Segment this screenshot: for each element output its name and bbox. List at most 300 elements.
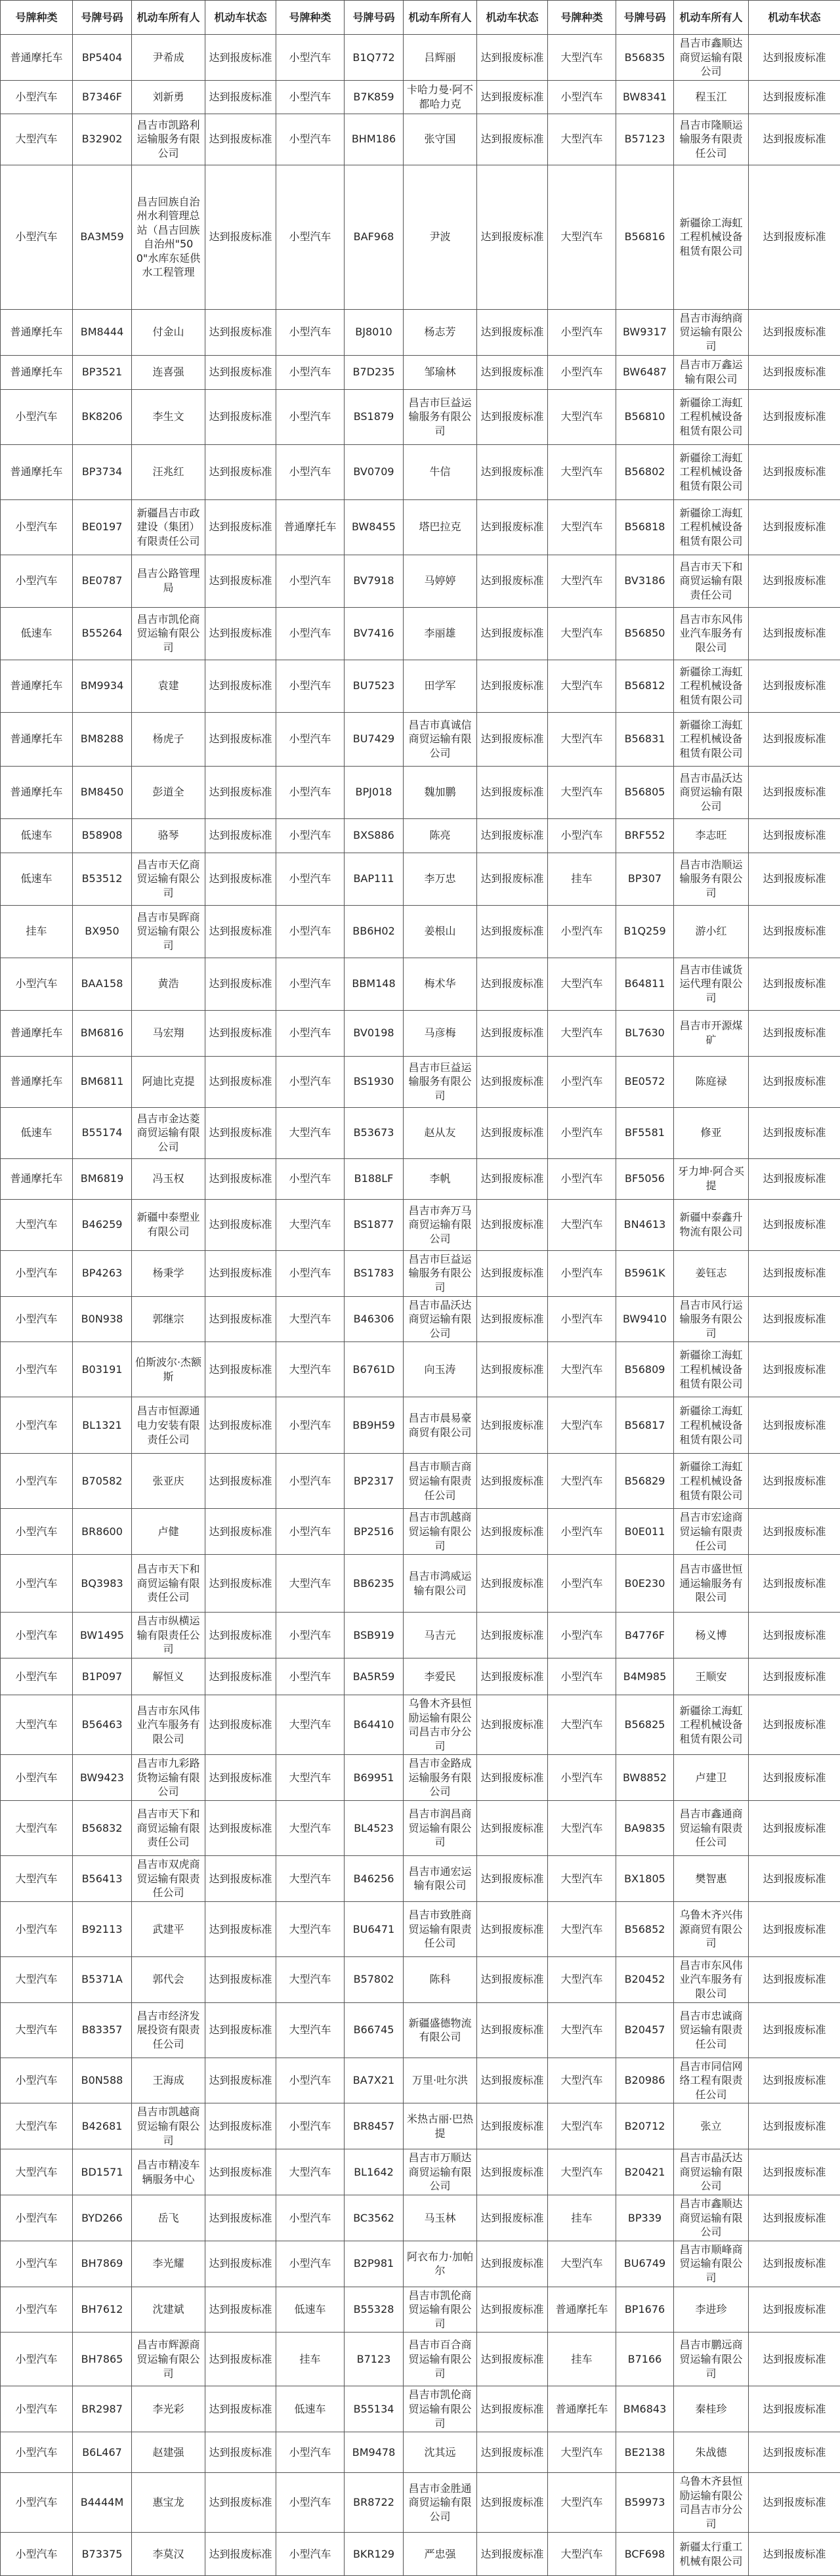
cell-status-1: 达到报废标准 (205, 766, 276, 818)
cell-plate-type-3: 大型汽车 (548, 2149, 616, 2195)
cell-plate-number-1: BW1495 (73, 1613, 132, 1658)
cell-plate-type-3: 小型汽车 (548, 1107, 616, 1158)
table-row (1, 1695, 840, 1754)
cell-owner-1: 昌吉市凯路利运输服务有限公司 (132, 114, 205, 165)
cell-plate-number-2: B66745 (345, 2002, 404, 2058)
cell-plate-type-2: 小型汽车 (276, 958, 345, 1010)
cell-plate-number-1: BM6816 (73, 1010, 132, 1056)
cell-plate-type-2: 挂车 (276, 2333, 345, 2386)
cell-owner-3: 游小红 (674, 905, 749, 958)
cell-plate-type-3: 小型汽车 (548, 818, 616, 853)
cell-plate-type-3: 大型汽车 (548, 389, 616, 444)
cell-plate-type-2: 低速车 (276, 2287, 345, 2333)
cell-owner-1: 杨虎子 (132, 712, 205, 766)
cell-plate-number-2: BAF968 (345, 165, 404, 309)
cell-plate-type-3: 小型汽车 (548, 1509, 616, 1555)
header-owner-3: 机动车所有人 (674, 1, 749, 35)
cell-plate-number-2: BV0709 (345, 444, 404, 499)
table-row (1, 2241, 840, 2287)
cell-plate-type-1: 小型汽车 (1, 2333, 73, 2386)
header-plate-type-1: 号牌种类 (1, 1, 73, 35)
cell-status-3: 达到报废标准 (749, 1342, 840, 1397)
cell-status-1: 达到报废标准 (205, 1509, 276, 1555)
cell-plate-number-3: BRF552 (616, 818, 674, 853)
cell-status-1: 达到报废标准 (205, 712, 276, 766)
cell-plate-type-3: 大型汽车 (548, 1856, 616, 1902)
cell-plate-number-2: BL4523 (345, 1801, 404, 1856)
cell-plate-type-1: 小型汽车 (1, 2241, 73, 2287)
cell-plate-number-1: BM6811 (73, 1056, 132, 1107)
cell-plate-number-1: BP5404 (73, 35, 132, 81)
cell-plate-number-3: B20986 (616, 2058, 674, 2103)
cell-plate-type-2: 小型汽车 (276, 660, 345, 712)
table-row (1, 1509, 840, 1555)
cell-plate-number-3: B20712 (616, 2103, 674, 2149)
cell-status-2: 达到报废标准 (477, 2058, 548, 2103)
table-row (1, 2195, 840, 2241)
cell-status-2: 达到报废标准 (477, 1555, 548, 1613)
cell-status-3: 达到报废标准 (749, 1613, 840, 1658)
cell-plate-type-2: 小型汽车 (276, 1658, 345, 1695)
cell-plate-number-2: BS1877 (345, 1199, 404, 1250)
cell-status-1: 达到报废标准 (205, 1296, 276, 1342)
cell-owner-2: 李爱民 (404, 1658, 477, 1695)
cell-owner-2: 李帆 (404, 1158, 477, 1199)
cell-plate-number-3: B56825 (616, 1695, 674, 1754)
cell-owner-3: 昌吉市开源煤矿 (674, 1010, 749, 1056)
cell-plate-number-3: B1Q259 (616, 905, 674, 958)
cell-plate-type-2: 小型汽车 (276, 1056, 345, 1107)
cell-plate-type-1: 低速车 (1, 818, 73, 853)
cell-status-2: 达到报废标准 (477, 1296, 548, 1342)
cell-owner-3: 新疆徐工海虹工程机械设备租赁有限公司 (674, 444, 749, 499)
cell-status-1: 达到报废标准 (205, 853, 276, 905)
cell-owner-1: 付金山 (132, 309, 205, 355)
cell-status-3: 达到报废标准 (749, 1956, 840, 2002)
cell-status-2: 达到报废标准 (477, 1695, 548, 1754)
cell-plate-number-2: B46256 (345, 1856, 404, 1902)
cell-plate-number-2: BA7X21 (345, 2058, 404, 2103)
cell-plate-number-1: BM8444 (73, 309, 132, 355)
cell-plate-number-1: BH7865 (73, 2333, 132, 2386)
cell-status-2: 达到报废标准 (477, 958, 548, 1010)
cell-owner-3: 卢建卫 (674, 1755, 749, 1801)
cell-plate-type-2: 大型汽车 (276, 1199, 345, 1250)
cell-status-3: 达到报废标准 (749, 766, 840, 818)
cell-plate-type-2: 小型汽车 (276, 853, 345, 905)
cell-owner-2: 魏加鹏 (404, 766, 477, 818)
cell-plate-type-3: 大型汽车 (548, 1010, 616, 1056)
cell-owner-1: 昌吉市凯越商贸运输有限公司 (132, 2103, 205, 2149)
cell-plate-type-3: 小型汽车 (548, 905, 616, 958)
cell-status-2: 达到报废标准 (477, 1509, 548, 1555)
cell-owner-2: 马婷婷 (404, 555, 477, 607)
cell-status-2: 达到报废标准 (477, 165, 548, 309)
cell-status-3: 达到报废标准 (749, 1856, 840, 1902)
table-row (1, 2103, 840, 2149)
cell-status-1: 达到报废标准 (205, 1250, 276, 1296)
cell-status-1: 达到报废标准 (205, 35, 276, 81)
cell-plate-number-1: B42681 (73, 2103, 132, 2149)
cell-owner-1: 解恒义 (132, 1658, 205, 1695)
cell-status-3: 达到报废标准 (749, 958, 840, 1010)
cell-plate-type-1: 普通摩托车 (1, 444, 73, 499)
cell-status-1: 达到报废标准 (205, 309, 276, 355)
cell-plate-number-3: B56831 (616, 712, 674, 766)
cell-owner-2: 米热古丽·巴热提 (404, 2103, 477, 2149)
cell-owner-2: 昌吉市凯越商贸运输有限公司 (404, 1509, 477, 1555)
cell-status-2: 达到报废标准 (477, 499, 548, 555)
cell-status-2: 达到报废标准 (477, 1342, 548, 1397)
cell-plate-number-1: BD1571 (73, 2149, 132, 2195)
cell-plate-number-1: B7346F (73, 80, 132, 114)
table-row (1, 712, 840, 766)
cell-plate-type-1: 小型汽车 (1, 2533, 73, 2576)
cell-plate-number-2: B2P981 (345, 2241, 404, 2287)
cell-status-1: 达到报废标准 (205, 1695, 276, 1754)
cell-status-2: 达到报废标准 (477, 818, 548, 853)
cell-plate-type-2: 小型汽车 (276, 607, 345, 660)
cell-plate-type-2: 小型汽车 (276, 444, 345, 499)
table-body (1, 35, 840, 2576)
cell-plate-number-3: B0E011 (616, 1509, 674, 1555)
cell-status-1: 达到报废标准 (205, 1555, 276, 1613)
cell-status-1: 达到报废标准 (205, 958, 276, 1010)
cell-status-2: 达到报废标准 (477, 444, 548, 499)
cell-owner-3: 昌吉市宏途商贸运输有限责任公司 (674, 1509, 749, 1555)
cell-plate-number-2: B1Q772 (345, 35, 404, 81)
cell-owner-2: 马彦梅 (404, 1010, 477, 1056)
cell-plate-number-2: B7D235 (345, 355, 404, 389)
cell-plate-type-1: 普通摩托车 (1, 309, 73, 355)
cell-owner-1: 马宏翔 (132, 1010, 205, 1056)
table-row (1, 555, 840, 607)
cell-plate-number-2: B53673 (345, 1107, 404, 1158)
cell-status-2: 达到报废标准 (477, 2432, 548, 2473)
header-owner-2: 机动车所有人 (404, 1, 477, 35)
cell-plate-type-1: 小型汽车 (1, 1901, 73, 1956)
cell-plate-number-3: BF5056 (616, 1158, 674, 1199)
cell-plate-number-3: B7166 (616, 2333, 674, 2386)
table-row (1, 958, 840, 1010)
cell-owner-2: 杨志芳 (404, 309, 477, 355)
cell-owner-1: 昌吉市天下和商贸运输有限责任公司 (132, 1555, 205, 1613)
cell-plate-type-1: 小型汽车 (1, 80, 73, 114)
cell-plate-type-1: 小型汽车 (1, 958, 73, 1010)
cell-plate-number-2: BA5R59 (345, 1658, 404, 1695)
cell-owner-1: 昌吉市东风伟业汽车服务有限公司 (132, 1695, 205, 1754)
cell-status-3: 达到报废标准 (749, 712, 840, 766)
cell-plate-number-1: B4444M (73, 2473, 132, 2533)
cell-owner-1: 新疆中泰塑业有限公司 (132, 1199, 205, 1250)
cell-status-1: 达到报废标准 (205, 1010, 276, 1056)
cell-owner-1: 新疆昌吉市政建设（集团）有限责任公司 (132, 499, 205, 555)
cell-owner-3: 昌吉市晶沃达商贸运输有限公司 (674, 2149, 749, 2195)
cell-status-1: 达到报废标准 (205, 2241, 276, 2287)
header-status-2: 机动车状态 (477, 1, 548, 35)
cell-owner-1: 李生文 (132, 389, 205, 444)
cell-plate-type-1: 低速车 (1, 607, 73, 660)
cell-status-1: 达到报废标准 (205, 1199, 276, 1250)
cell-plate-type-2: 小型汽车 (276, 818, 345, 853)
cell-owner-1: 昌吉市恒源通电力安装有限责任公司 (132, 1397, 205, 1454)
cell-plate-type-2: 小型汽车 (276, 2058, 345, 2103)
cell-owner-3: 陈庭禄 (674, 1056, 749, 1107)
cell-plate-number-3: B4776F (616, 1613, 674, 1658)
cell-owner-2: 田学军 (404, 660, 477, 712)
cell-status-3: 达到报废标准 (749, 499, 840, 555)
cell-status-1: 达到报废标准 (205, 2058, 276, 2103)
cell-status-1: 达到报废标准 (205, 1454, 276, 1509)
cell-owner-2: 马玉林 (404, 2195, 477, 2241)
table-row (1, 1956, 840, 2002)
cell-plate-number-3: B4M985 (616, 1658, 674, 1695)
cell-plate-number-2: B69951 (345, 1755, 404, 1801)
cell-plate-number-2: BKR129 (345, 2533, 404, 2576)
table-row (1, 853, 840, 905)
cell-plate-number-1: B53512 (73, 853, 132, 905)
cell-status-3: 达到报废标准 (749, 555, 840, 607)
cell-plate-number-3: B56812 (616, 660, 674, 712)
cell-plate-type-1: 大型汽车 (1, 2149, 73, 2195)
cell-plate-number-2: BB6H02 (345, 905, 404, 958)
cell-status-2: 达到报废标准 (477, 905, 548, 958)
cell-plate-number-3: B56850 (616, 607, 674, 660)
cell-plate-type-1: 低速车 (1, 1107, 73, 1158)
table-row (1, 607, 840, 660)
cell-plate-type-1: 小型汽车 (1, 1509, 73, 1555)
cell-plate-type-1: 小型汽车 (1, 1250, 73, 1296)
cell-plate-type-3: 小型汽车 (548, 1158, 616, 1199)
cell-owner-2: 阿衣布力·加帕尔 (404, 2241, 477, 2287)
cell-plate-number-3: B56829 (616, 1454, 674, 1509)
cell-owner-1: 伯斯波尔·杰额斯 (132, 1342, 205, 1397)
cell-plate-number-2: BL1642 (345, 2149, 404, 2195)
cell-plate-number-2: B7K859 (345, 80, 404, 114)
cell-status-1: 达到报废标准 (205, 1801, 276, 1856)
cell-plate-type-3: 大型汽车 (548, 712, 616, 766)
cell-plate-number-1: B58908 (73, 818, 132, 853)
cell-owner-2: 严忠强 (404, 2533, 477, 2576)
cell-owner-3: 昌吉市东风伟业汽车服务有限公司 (674, 607, 749, 660)
cell-owner-3: 姜钰志 (674, 1250, 749, 1296)
cell-plate-type-2: 大型汽车 (276, 1107, 345, 1158)
cell-owner-1: 郭继宗 (132, 1296, 205, 1342)
cell-owner-1: 惠宝龙 (132, 2473, 205, 2533)
cell-status-3: 达到报废标准 (749, 114, 840, 165)
cell-plate-number-3: B56818 (616, 499, 674, 555)
cell-plate-type-2: 大型汽车 (276, 2002, 345, 2058)
cell-status-3: 达到报废标准 (749, 2533, 840, 2576)
cell-owner-1: 昌吉市金达菱商贸运输有限公司 (132, 1107, 205, 1158)
cell-plate-type-1: 普通摩托车 (1, 35, 73, 81)
table-row (1, 2058, 840, 2103)
cell-owner-3: 昌吉市万鑫运输有限公司 (674, 355, 749, 389)
cell-status-1: 达到报废标准 (205, 1755, 276, 1801)
cell-status-2: 达到报废标准 (477, 1107, 548, 1158)
cell-status-2: 达到报废标准 (477, 607, 548, 660)
table-row (1, 165, 840, 309)
table-row (1, 2002, 840, 2058)
cell-plate-type-1: 普通摩托车 (1, 712, 73, 766)
cell-plate-number-3: BX1805 (616, 1856, 674, 1902)
cell-owner-1: 李光耀 (132, 2241, 205, 2287)
cell-plate-type-2: 小型汽车 (276, 35, 345, 81)
cell-plate-type-3: 小型汽车 (548, 1613, 616, 1658)
cell-owner-3: 昌吉市鑫顺达商贸运输有限公司 (674, 35, 749, 81)
cell-plate-number-3: B0E230 (616, 1555, 674, 1613)
cell-plate-number-1: B83357 (73, 2002, 132, 2058)
cell-plate-type-3: 小型汽车 (548, 80, 616, 114)
cell-plate-type-3: 挂车 (548, 2333, 616, 2386)
cell-plate-number-1: BAA158 (73, 958, 132, 1010)
cell-plate-type-1: 挂车 (1, 905, 73, 958)
cell-plate-number-1: B92113 (73, 1901, 132, 1956)
cell-plate-type-2: 普通摩托车 (276, 499, 345, 555)
cell-plate-number-1: BE0787 (73, 555, 132, 607)
table-row (1, 2386, 840, 2432)
cell-plate-type-3: 小型汽车 (548, 1658, 616, 1695)
cell-owner-2: 姜根山 (404, 905, 477, 958)
cell-plate-number-2: BC3562 (345, 2195, 404, 2241)
cell-plate-number-2: B6761D (345, 1342, 404, 1397)
cell-status-3: 达到报废标准 (749, 607, 840, 660)
cell-plate-number-2: BU6471 (345, 1901, 404, 1956)
cell-status-1: 达到报废标准 (205, 2333, 276, 2386)
cell-owner-3: 樊智惠 (674, 1856, 749, 1902)
cell-status-2: 达到报废标准 (477, 2287, 548, 2333)
cell-status-3: 达到报废标准 (749, 35, 840, 81)
cell-owner-3: 昌吉市忠诚商贸运输有限责任公司 (674, 2002, 749, 2058)
cell-status-1: 达到报废标准 (205, 2533, 276, 2576)
cell-owner-1: 冯玉权 (132, 1158, 205, 1199)
cell-plate-number-3: B20421 (616, 2149, 674, 2195)
cell-plate-number-1: B56832 (73, 1801, 132, 1856)
cell-plate-number-1: B1P097 (73, 1658, 132, 1695)
cell-plate-number-2: BAP111 (345, 853, 404, 905)
cell-plate-number-2: BU7523 (345, 660, 404, 712)
cell-status-3: 达到报废标准 (749, 2149, 840, 2195)
cell-plate-number-3: BP307 (616, 853, 674, 905)
cell-plate-type-1: 小型汽车 (1, 1296, 73, 1342)
cell-status-2: 达到报废标准 (477, 389, 548, 444)
cell-status-1: 达到报废标准 (205, 1158, 276, 1199)
cell-owner-1: 阿迪比克提 (132, 1056, 205, 1107)
cell-owner-1: 汪兆红 (132, 444, 205, 499)
cell-status-2: 达到报废标准 (477, 1901, 548, 1956)
cell-owner-3: 昌吉市东风伟业汽车服务有限公司 (674, 1956, 749, 2002)
cell-plate-number-1: BYD266 (73, 2195, 132, 2241)
cell-plate-type-2: 大型汽车 (276, 1956, 345, 2002)
cell-status-3: 达到报废标准 (749, 2432, 840, 2473)
cell-owner-3: 张立 (674, 2103, 749, 2149)
cell-plate-number-1: B56413 (73, 1856, 132, 1902)
cell-plate-type-3: 大型汽车 (548, 555, 616, 607)
cell-status-1: 达到报废标准 (205, 1397, 276, 1454)
cell-status-3: 达到报废标准 (749, 818, 840, 853)
cell-owner-2: 吕辉丽 (404, 35, 477, 81)
cell-owner-1: 李莫汉 (132, 2533, 205, 2576)
cell-owner-2: 沈其远 (404, 2432, 477, 2473)
cell-owner-1: 赵建强 (132, 2432, 205, 2473)
cell-owner-2: 昌吉市巨益运输服务有限公司 (404, 1056, 477, 1107)
cell-status-3: 达到报废标准 (749, 1509, 840, 1555)
cell-plate-number-1: B46259 (73, 1199, 132, 1250)
cell-plate-number-3: BP339 (616, 2195, 674, 2241)
cell-plate-number-3: BW6487 (616, 355, 674, 389)
cell-plate-type-2: 小型汽车 (276, 1250, 345, 1296)
cell-owner-1: 彭道全 (132, 766, 205, 818)
cell-plate-type-3: 小型汽车 (548, 1056, 616, 1107)
table-row (1, 1801, 840, 1856)
cell-owner-3: 新疆徐工海虹工程机械设备租赁有限公司 (674, 389, 749, 444)
cell-status-1: 达到报废标准 (205, 1901, 276, 1956)
cell-status-2: 达到报废标准 (477, 1010, 548, 1056)
cell-plate-number-3: B59973 (616, 2473, 674, 2533)
cell-status-1: 达到报废标准 (205, 818, 276, 853)
cell-plate-type-2: 小型汽车 (276, 389, 345, 444)
cell-plate-number-2: BB9H59 (345, 1397, 404, 1454)
cell-plate-number-3: B20452 (616, 1956, 674, 2002)
cell-plate-type-2: 大型汽车 (276, 1296, 345, 1342)
cell-owner-3: 昌吉市盛世恒通运输服务有限公司 (674, 1555, 749, 1613)
cell-owner-3: 昌吉市浩顺运输服务有限公司 (674, 853, 749, 905)
cell-plate-type-3: 大型汽车 (548, 607, 616, 660)
cell-owner-2: 向玉涛 (404, 1342, 477, 1397)
cell-plate-type-2: 小型汽车 (276, 114, 345, 165)
cell-owner-1: 骆琴 (132, 818, 205, 853)
cell-status-2: 达到报废标准 (477, 555, 548, 607)
table-row (1, 389, 840, 444)
cell-plate-number-1: B03191 (73, 1342, 132, 1397)
cell-owner-1: 沈建斌 (132, 2287, 205, 2333)
cell-plate-number-3: B56835 (616, 35, 674, 81)
cell-plate-number-1: BP3521 (73, 355, 132, 389)
cell-plate-type-2: 小型汽车 (276, 2195, 345, 2241)
cell-owner-1: 昌吉市纵横运输有限责任公司 (132, 1613, 205, 1658)
cell-plate-type-1: 小型汽车 (1, 555, 73, 607)
cell-plate-type-2: 小型汽车 (276, 1158, 345, 1199)
cell-owner-3: 新疆中泰鑫升物流有限公司 (674, 1199, 749, 1250)
cell-plate-type-2: 小型汽车 (276, 1454, 345, 1509)
table-row (1, 1555, 840, 1613)
cell-owner-1: 连喜强 (132, 355, 205, 389)
cell-plate-number-1: BP3734 (73, 444, 132, 499)
cell-plate-number-1: BP4263 (73, 1250, 132, 1296)
cell-plate-type-3: 大型汽车 (548, 2241, 616, 2287)
cell-owner-3: 秦桂珍 (674, 2386, 749, 2432)
cell-plate-number-3: B56852 (616, 1901, 674, 1956)
cell-plate-number-2: BS1783 (345, 1250, 404, 1296)
cell-plate-number-3: BW8341 (616, 80, 674, 114)
table-row (1, 1010, 840, 1056)
cell-plate-type-1: 大型汽车 (1, 2103, 73, 2149)
cell-plate-number-2: BHM186 (345, 114, 404, 165)
cell-plate-type-2: 小型汽车 (276, 355, 345, 389)
cell-plate-number-3: B5961K (616, 1250, 674, 1296)
cell-plate-type-1: 大型汽车 (1, 2002, 73, 2058)
cell-plate-number-3: BV3186 (616, 555, 674, 607)
cell-plate-type-1: 小型汽车 (1, 1454, 73, 1509)
cell-plate-type-3: 大型汽车 (548, 1801, 616, 1856)
cell-plate-type-1: 小型汽车 (1, 1555, 73, 1613)
cell-plate-type-2: 小型汽车 (276, 2432, 345, 2473)
cell-owner-3: 昌吉市隆顺运输服务有限责任公司 (674, 114, 749, 165)
cell-plate-number-3: BE0572 (616, 1056, 674, 1107)
cell-status-1: 达到报废标准 (205, 2386, 276, 2432)
cell-plate-number-2: B55328 (345, 2287, 404, 2333)
cell-owner-1: 李光彩 (132, 2386, 205, 2432)
